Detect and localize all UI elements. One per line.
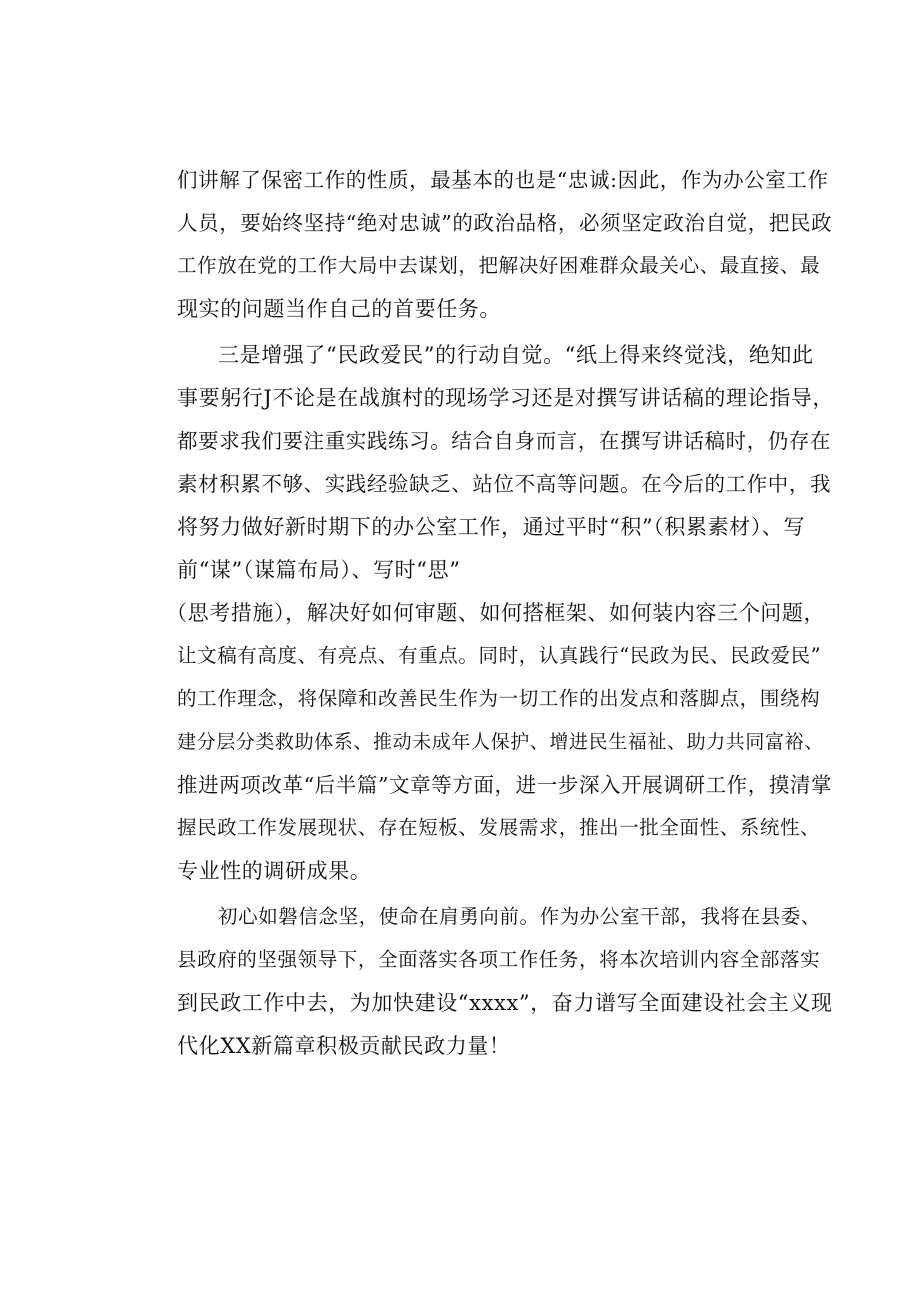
text-line: 初心如磐信念坚，使命在肩勇向前。作为办公室干部，我将在县委、 [218,905,822,928]
text-line: 推进两项改革“后半篇”文章等方面，进一步深入开展调研工作，摸清掌 [177,773,833,797]
text-line: 前“谋”（谋篇布局）、写时“思” [177,558,461,582]
text-line: 代化XX新篇章积极贡献民政力量！ [177,1034,511,1058]
text-line: 现实的问题当作自己的首要任务。 [177,297,501,321]
text-line: 三是增强了“民政爱民”的行动自觉。“纸上得来终觉浅，绝知此 [218,343,814,367]
text-line: （思考措施），解决好如何审题、如何搭框架、如何装内容三个问题， [166,601,826,625]
text-line: 素材积累不够、实践经验缺乏、站位不高等问题。在今后的工作中，我 [177,472,832,496]
text-line: 建分层分类救助体系、推动未成年人保护、增进民生福祉、助力共同富裕、 [177,731,824,753]
text-line: 到民政工作中去，为加快建设“xxxx”，奋力谱写全面建设社会主义现 [177,991,833,1015]
text-line: 人员，要始终坚持“绝对忠诚”的政治品格，必须坚定政治自觉，把民政 [177,211,833,235]
text-line: 们讲解了保密工作的性质，最基本的也是“忠诚:因此，作为办公室工作 [177,168,829,192]
text-line: 工作放在党的工作大局中去谋划，把解决好困难群众最关心、最直接、最 [177,254,821,277]
text-line: 让文稿有高度、有亮点、有重点。同时，认真践行“民政为民、民政爱民” [177,644,822,667]
text-line: 将努力做好新时期下的办公室工作，通过平时“积”（积累素材）、写 [177,515,806,539]
text-line: 握民政工作发展现状、存在短板、发展需求，推出一批全面性、系统性、 [177,816,821,839]
text-line: 事要躬行J不论是在战旗村的现场学习还是对撰写讲话稿的理论指导， [177,386,835,410]
text-line: 都要求我们要注重实践练习。结合自身而言，在撰写讲话稿时，仍存在 [177,429,832,453]
text-line: 的工作理念，将保障和改善民生作为一切工作的出发点和落脚点，围绕构 [177,687,821,710]
text-line: 专业性的调研成果。 [177,859,372,883]
text-line: 县政府的坚强领导下，全面落实各项工作任务，将本次培训内容全部落实 [177,948,821,971]
